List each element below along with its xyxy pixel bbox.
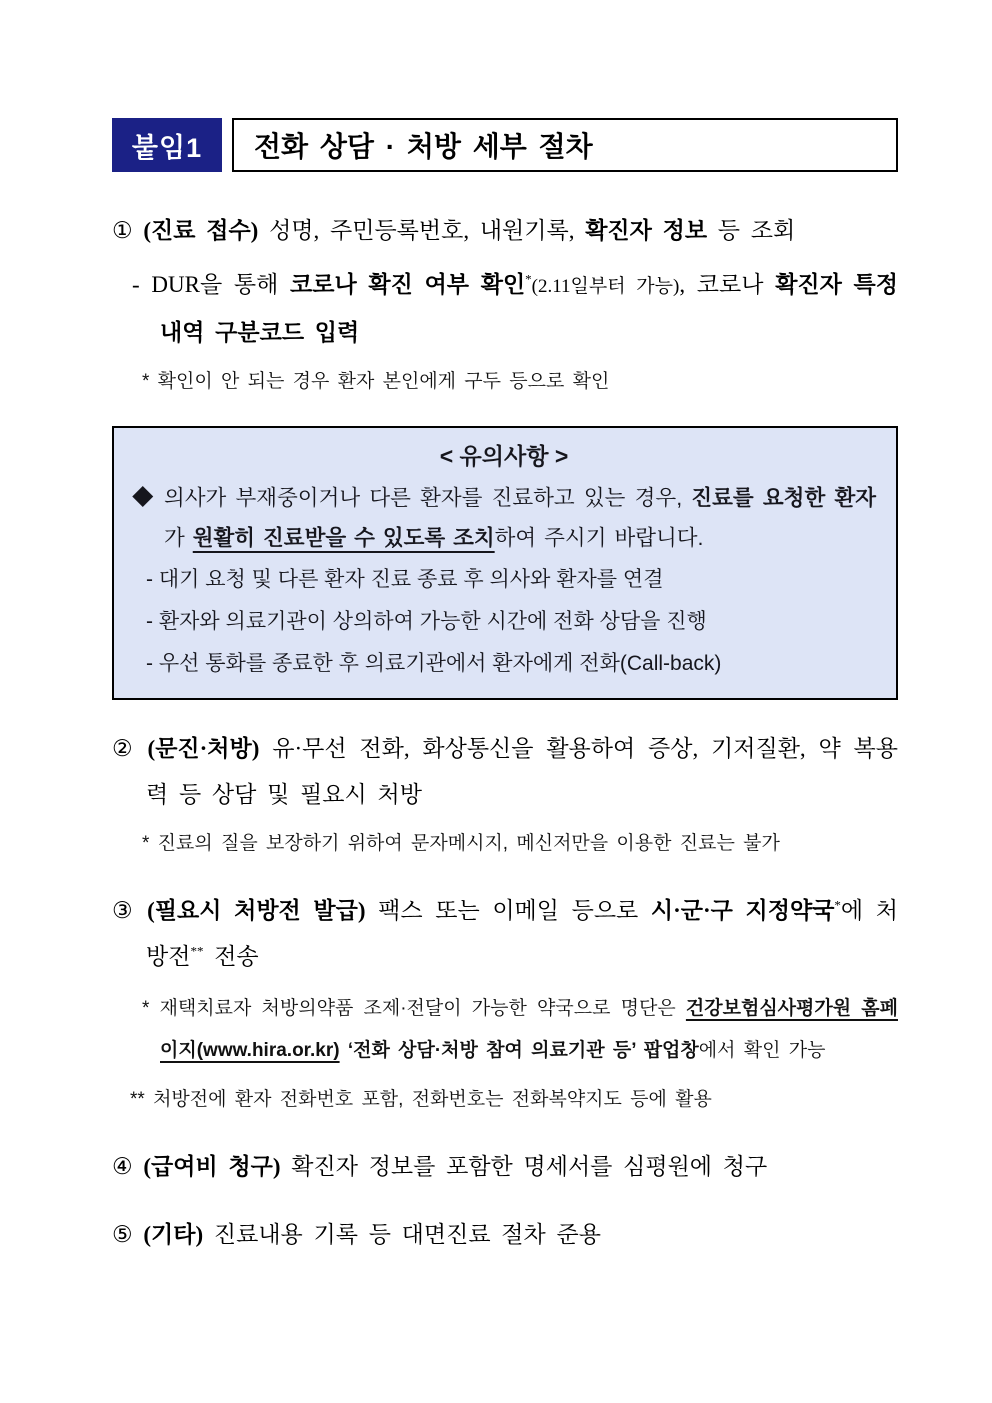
item-1-text: 성명, 주민등록번호, 내원기록,	[258, 218, 586, 243]
item-1-bold: 확진자 정보	[585, 218, 708, 243]
footnote-marker: *	[525, 271, 532, 287]
sub-paren: (2.11일부터 가능)	[531, 276, 680, 297]
notice-dash-3	[146, 644, 876, 684]
item-4-label: (급여비 청구)	[132, 1154, 281, 1179]
notice-text-2: 가	[164, 526, 193, 550]
item-2-label: (문진·처방)	[134, 736, 260, 761]
item-1-reception	[112, 208, 898, 254]
item-3-footnote-1	[142, 988, 898, 1072]
item-2-consultation	[112, 726, 898, 818]
notice-bold: 진료를 요청한 환자	[691, 486, 876, 510]
sub-bold: 코로나 확진 여부 확인	[290, 272, 526, 297]
document-header	[112, 118, 898, 172]
item-5-number: ⑤	[112, 1222, 133, 1247]
item-3-text-3: 전송	[203, 944, 259, 969]
footnote-marker-double: **	[190, 943, 204, 959]
item-4-billing	[112, 1144, 898, 1190]
footnote-bold: ‘전화 상담·처방 참여 의료기관 등’ 팝업창	[339, 1040, 699, 1061]
notice-dash-text: 환자와 의료기관이 상의하여 가능한 시간에 전화 상담을 진행	[158, 610, 707, 633]
item-3-footnote-2: ** 처방전에 환자 전화번호 포함, 전화번호는 전화복약지도 등에 활용	[130, 1089, 712, 1110]
item-3-bold: 시·군·구 지정약국	[650, 898, 835, 923]
item-4-number: ④	[112, 1154, 133, 1179]
notice-box	[112, 426, 898, 700]
notice-main	[132, 478, 876, 558]
item-4-text: 확진자 정보를 포함한 명세서를 심평원에 청구	[280, 1154, 768, 1179]
notice-title: < 유의사항 >	[439, 443, 569, 469]
dash-bullet: -	[146, 652, 153, 675]
attachment-badge: 붙임1	[112, 118, 222, 172]
document-content	[112, 0, 898, 1258]
notice-dash-1	[146, 560, 876, 600]
sub-bold-2: 확진자 특정내역 구분코드 입력	[160, 272, 898, 345]
title-box	[232, 118, 898, 172]
footnote-text-2: 에서 확인 가능	[698, 1040, 826, 1061]
dash-bullet: -	[132, 272, 140, 297]
item-3-text: 팩스 또는 이메일 등으로	[365, 898, 651, 923]
item-5-label: (기타)	[132, 1222, 204, 1247]
sub-text: DUR을 통해	[139, 272, 291, 297]
item-5-text: 진료내용 기록 등 대면진료 절차 준용	[203, 1222, 601, 1247]
dash-bullet: -	[146, 610, 153, 633]
footnote-marker: *	[834, 897, 841, 913]
page-title: 전화 상담 · 처방 세부 절차	[254, 131, 593, 162]
notice-dash-text: 우선 통화를 종료한 후 의료기관에서 환자에게 전화(Call-back)	[158, 652, 722, 675]
item-2-number: ②	[112, 736, 135, 761]
item-1-sub-dur	[132, 262, 898, 356]
dash-bullet: -	[146, 568, 153, 591]
item-1-footnote: * 확인이 안 되는 경우 환자 본인에게 구두 등으로 확인	[142, 371, 610, 392]
notice-text-3: 하여 주시기 바랍니다.	[494, 526, 704, 550]
item-3-text-2: 에 처방전	[146, 898, 898, 969]
item-2-footnote: * 진료의 질을 보장하기 위하여 문자메시지, 메신저만을 이용한 진료는 불가	[142, 833, 780, 854]
item-3-prescription	[112, 888, 898, 980]
item-1-number: ①	[112, 218, 133, 243]
sub-text-2: , 코로나	[679, 272, 776, 297]
item-3-number: ③	[112, 898, 135, 923]
item-1-label: (진료 접수)	[132, 218, 259, 243]
notice-text: 의사가 부재중이거나 다른 환자를 진료하고 있는 경우,	[154, 486, 692, 510]
item-2-text: 유·무선 전화, 화상통신을 활용하여 증상, 기저질환, 약 복용력 등 상담 및 필요시 처방	[146, 736, 898, 807]
diamond-bullet-icon: ◆	[132, 486, 155, 510]
footnote-link-bold: 건강보험심사평가원 홈페이지(www.hira.or.kr)	[160, 998, 898, 1061]
item-5-etc	[112, 1212, 898, 1258]
item-3-label: (필요시 처방전 발급)	[134, 898, 366, 923]
notice-dash-text: 대기 요청 및 다른 환자 진료 종료 후 의사와 환자를 연결	[158, 568, 664, 591]
footnote-text: * 재택치료자 처방의약품 조제·전달이 가능한 약국으로 명단은	[142, 998, 686, 1019]
notice-bold-underline: 원활히 진료받을 수 있도록 조치	[192, 526, 495, 550]
item-1-text-2: 등 조회	[707, 218, 796, 243]
notice-dash-2	[146, 602, 876, 642]
